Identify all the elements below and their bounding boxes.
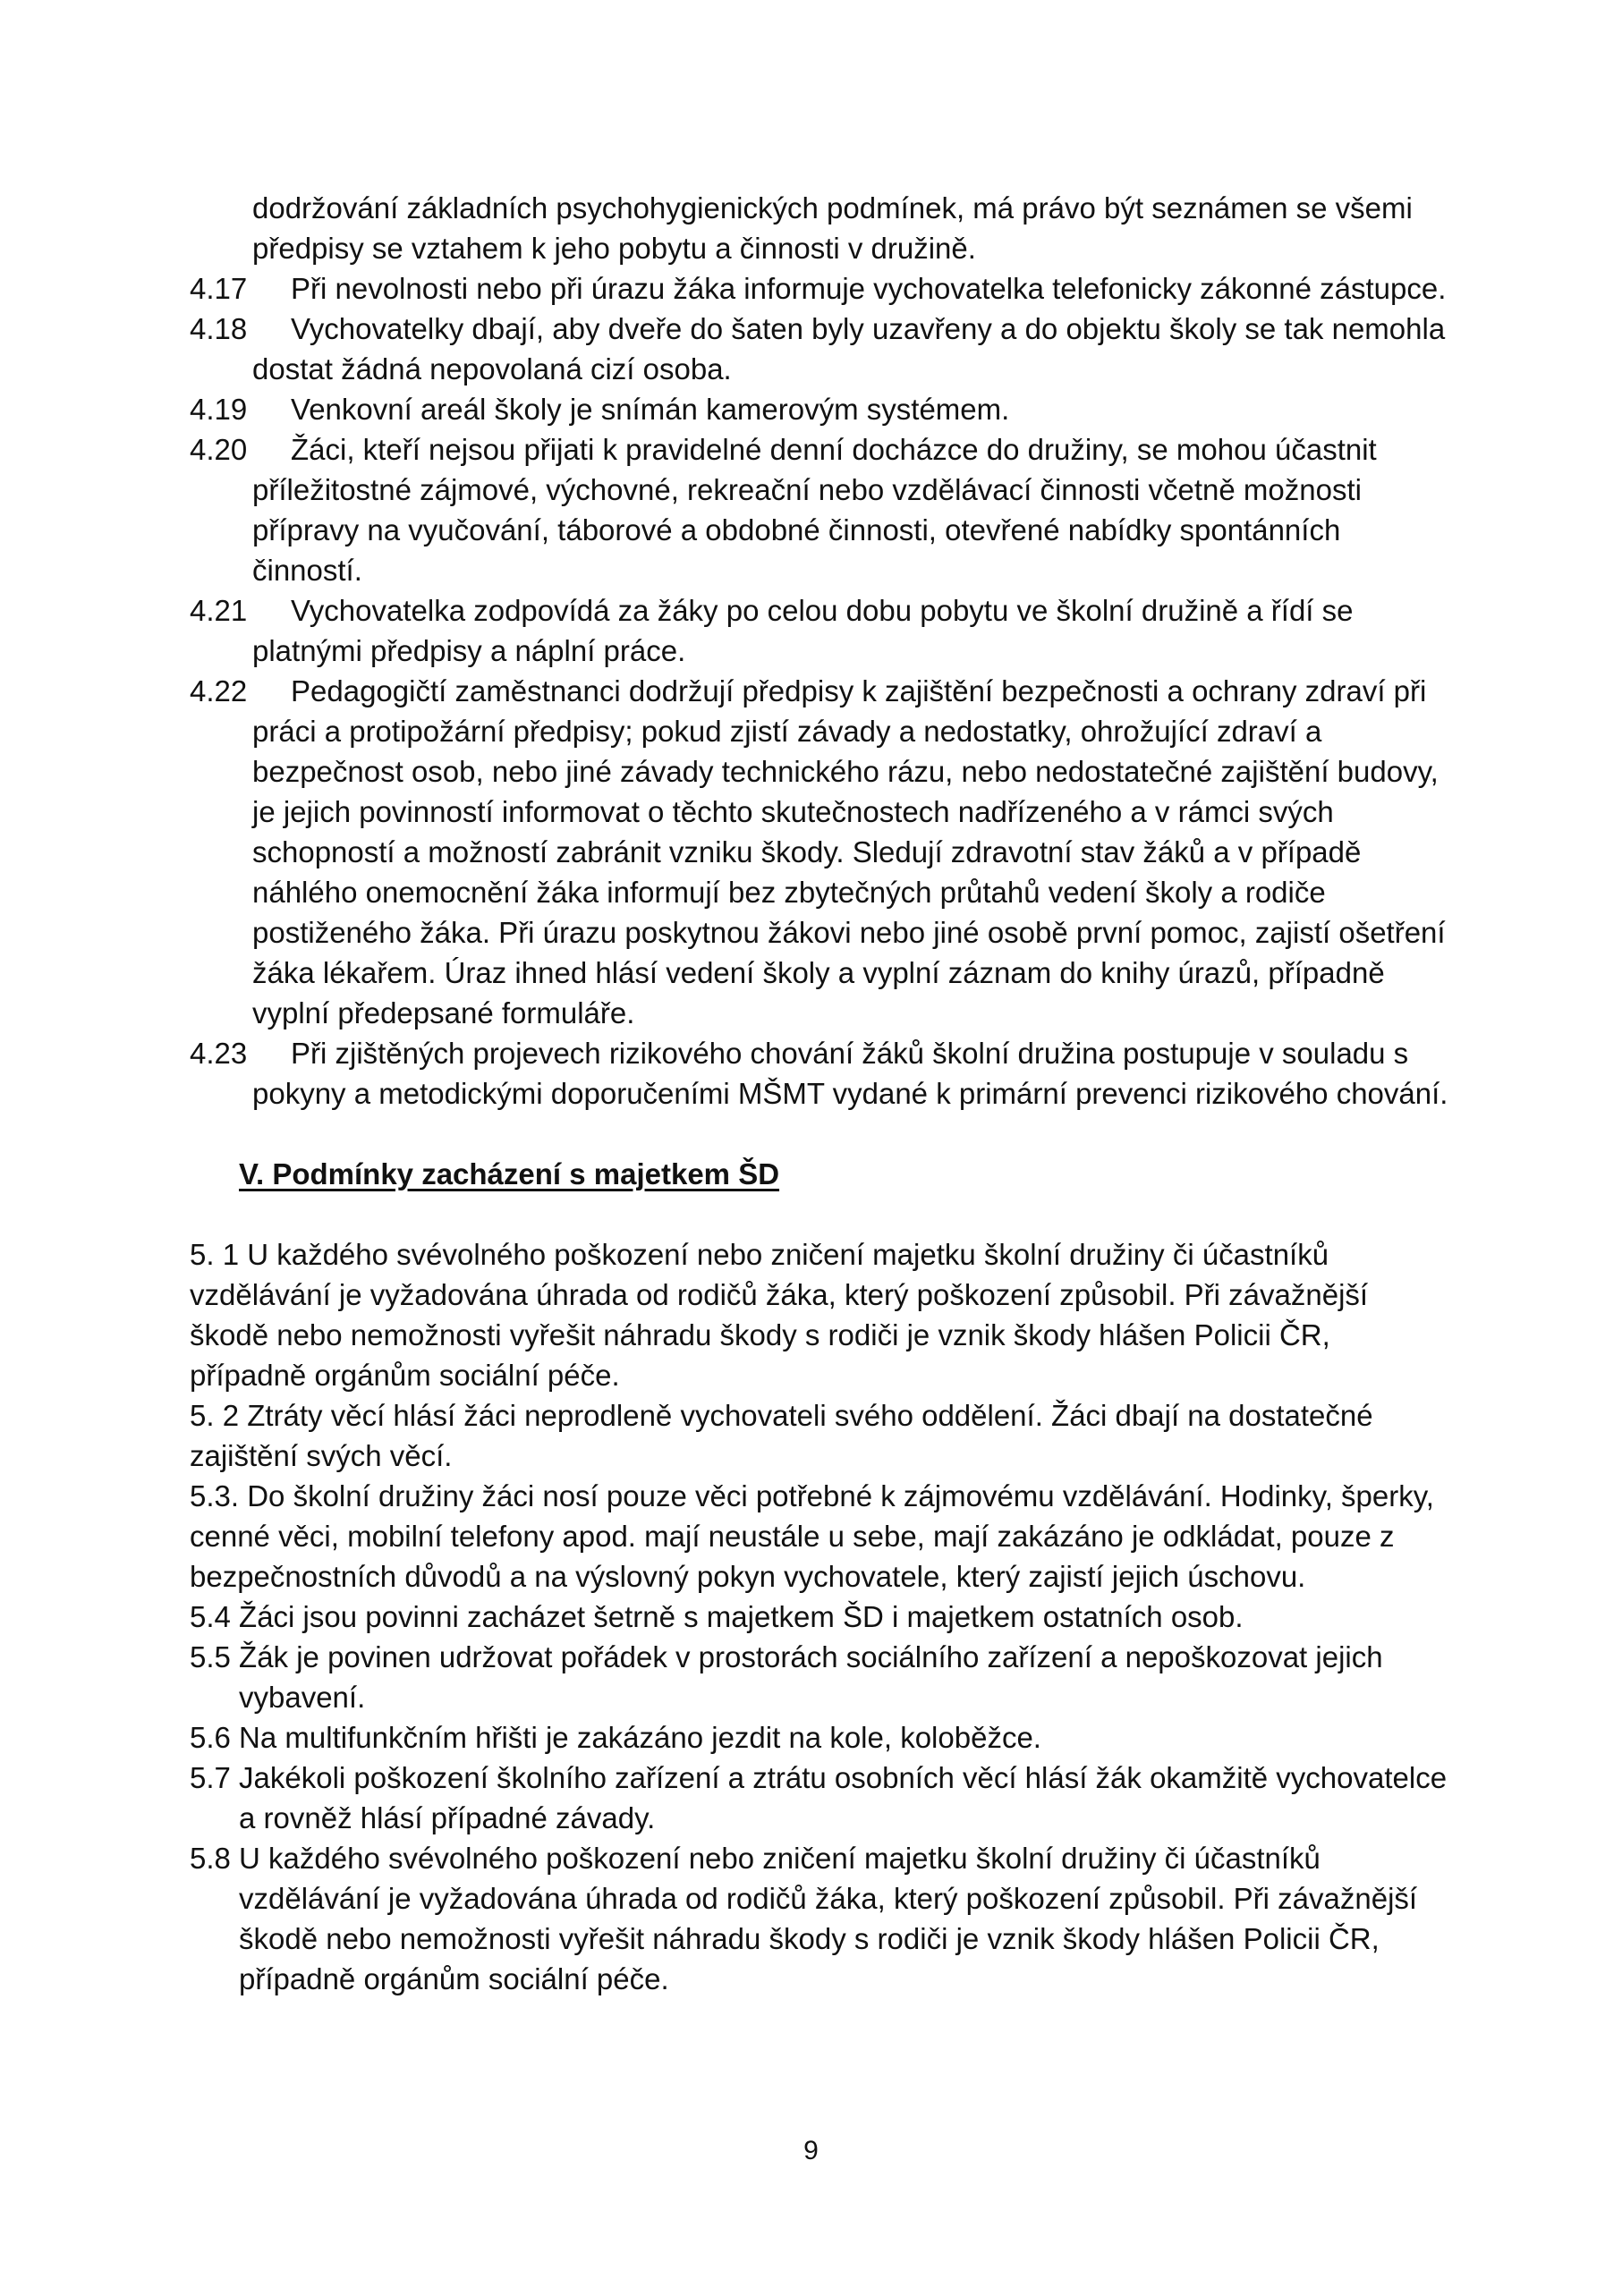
page-number: 9 xyxy=(803,2136,819,2165)
list-item-4-23 xyxy=(190,1033,1451,1114)
item-number: 4.18 xyxy=(190,312,248,345)
paragraph-5-5: 5.5 Žák je povinen udržovat pořádek v prostorách sociálního zařízení a nepoškozovat jejich vybavení. xyxy=(190,1640,1383,1714)
paragraph-5-1: 5. 1 U každého svévolného poškození nebo zničení majetku školní družiny či účastníků vzdělávání je vyžadována úhrada od rodičů žáka, který poškození způsobil. Při závažnější škodě nebo nemožnosti vyřešit náhradu škody s rodiči je vznik škody hlášen Policii ČR, případně orgánům sociální péče. xyxy=(190,1238,1369,1392)
item-text: Vychovatelky dbají, aby dveře do šaten byly uzavřeny a do objektu školy se tak nemohla dostat žádná nepovolaná cizí osoba. xyxy=(252,312,1446,385)
item-text: Při nevolnosti nebo při úrazu žáka informuje vychovatelka telefonicky zákonné zástupce. xyxy=(291,272,1447,305)
item-text: Venkovní areál školy je snímán kamerovým systémem. xyxy=(291,393,1010,426)
item-text: Pedagogičtí zaměstnanci dodržují předpisy k zajištění bezpečnosti a ochrany zdraví při práci a protipožární předpisy; pokud zjistí závady a nedostatky, ohrožující zdraví a bezpečnost osob, nebo jiné závady technického rázu, nebo nedostatečné zajištění budovy, je jejich povinností informovat o těchto skutečnostech nadřízeného a v rámci svých schopností a možností zabránit vzniku škody. Sledují zdravotní stav žáků a v případě náhlého onemocnění žáka informují bez zbytečných průtahů vedení školy a rodiče postiženého žáka. Při úrazu poskytnou žákovi nebo jiné osobě první pomoc, zajistí ošetření žáka lékařem. Úraz ihned hlásí vedení školy a vyplní záznam do knihy úrazů, případně vyplní předepsané formuláře. xyxy=(252,674,1446,1029)
item-number: 4.22 xyxy=(190,674,248,707)
paragraph-5-4: 5.4 Žáci jsou povinni zacházet šetrně s majetkem ŠD i majetkem ostatních osob. xyxy=(190,1600,1244,1633)
item-text: Při zjištěných projevech rizikového chování žáků školní družina postupuje v souladu s pokyny a metodickými doporučeními MŠMT vydané k primární prevenci rizikového chování. xyxy=(252,1037,1448,1110)
continuation-paragraph: dodržování základních psychohygienických podmínek, má právo být seznámen se všemi předpisy se vztahem k jeho pobytu a činnosti v družině. xyxy=(252,191,1413,265)
list-item-4-21 xyxy=(190,590,1451,671)
list-item-4-17 xyxy=(190,268,1451,309)
list-item-4-20 xyxy=(190,429,1451,590)
item-number: 4.19 xyxy=(190,393,248,426)
item-number: 4.23 xyxy=(190,1037,248,1070)
paragraph-5-2: 5. 2 Ztráty věcí hlásí žáci neprodleně vychovateli svého oddělení. Žáci dbají na dostatečné zajištění svých věcí. xyxy=(190,1399,1373,1472)
paragraph-5-7: 5.7 Jakékoli poškození školního zařízení a ztrátu osobních věcí hlásí žák okamžitě vychovatelce a rovněž hlásí případné závady. xyxy=(190,1761,1448,1834)
item-number: 4.20 xyxy=(190,433,248,466)
item-number: 4.17 xyxy=(190,272,248,305)
item-number: 4.21 xyxy=(190,594,248,627)
item-text: Žáci, kteří nejsou přijati k pravidelné denní docházce do družiny, se mohou účastnit příležitostné zájmové, výchovné, rekreační nebo vzdělávací činnosti včetně možnosti přípravy na vyučování, táborové a obdobné činnosti, otevřené nabídky spontánních činností. xyxy=(252,433,1377,587)
list-item-4-18 xyxy=(190,309,1451,389)
paragraph-5-6: 5.6 Na multifunkčním hřišti je zakázáno jezdit na kole, koloběžce. xyxy=(190,1721,1041,1754)
section-heading: V. Podmínky zacházení s majetkem ŠD xyxy=(239,1157,780,1190)
document-page xyxy=(190,188,1451,1999)
paragraph-5-3: 5.3. Do školní družiny žáci nosí pouze věci potřebné k zájmovému vzdělávání. Hodinky, šperky, cenné věci, mobilní telefony apod. mají neustále u sebe, mají zakázáno je odkládat, pouze z bezpečnostních důvodů a na výslovný pokyn vychovatele, který zajistí jejich úschovu. xyxy=(190,1479,1434,1593)
paragraph-5-8: 5.8 U každého svévolného poškození nebo zničení majetku školní družiny či účastníků vzdělávání je vyžadována úhrada od rodičů žáka, který poškození způsobil. Při závažnější škodě nebo nemožnosti vyřešit náhradu škody s rodiči je vznik škody hlášen Policii ČR, případně orgánům sociální péče. xyxy=(190,1842,1418,1995)
list-item-4-22 xyxy=(190,671,1451,1033)
list-item-4-19 xyxy=(190,389,1451,429)
item-text: Vychovatelka zodpovídá za žáky po celou dobu pobytu ve školní družině a řídí se platnými předpisy a náplní práce. xyxy=(252,594,1354,667)
